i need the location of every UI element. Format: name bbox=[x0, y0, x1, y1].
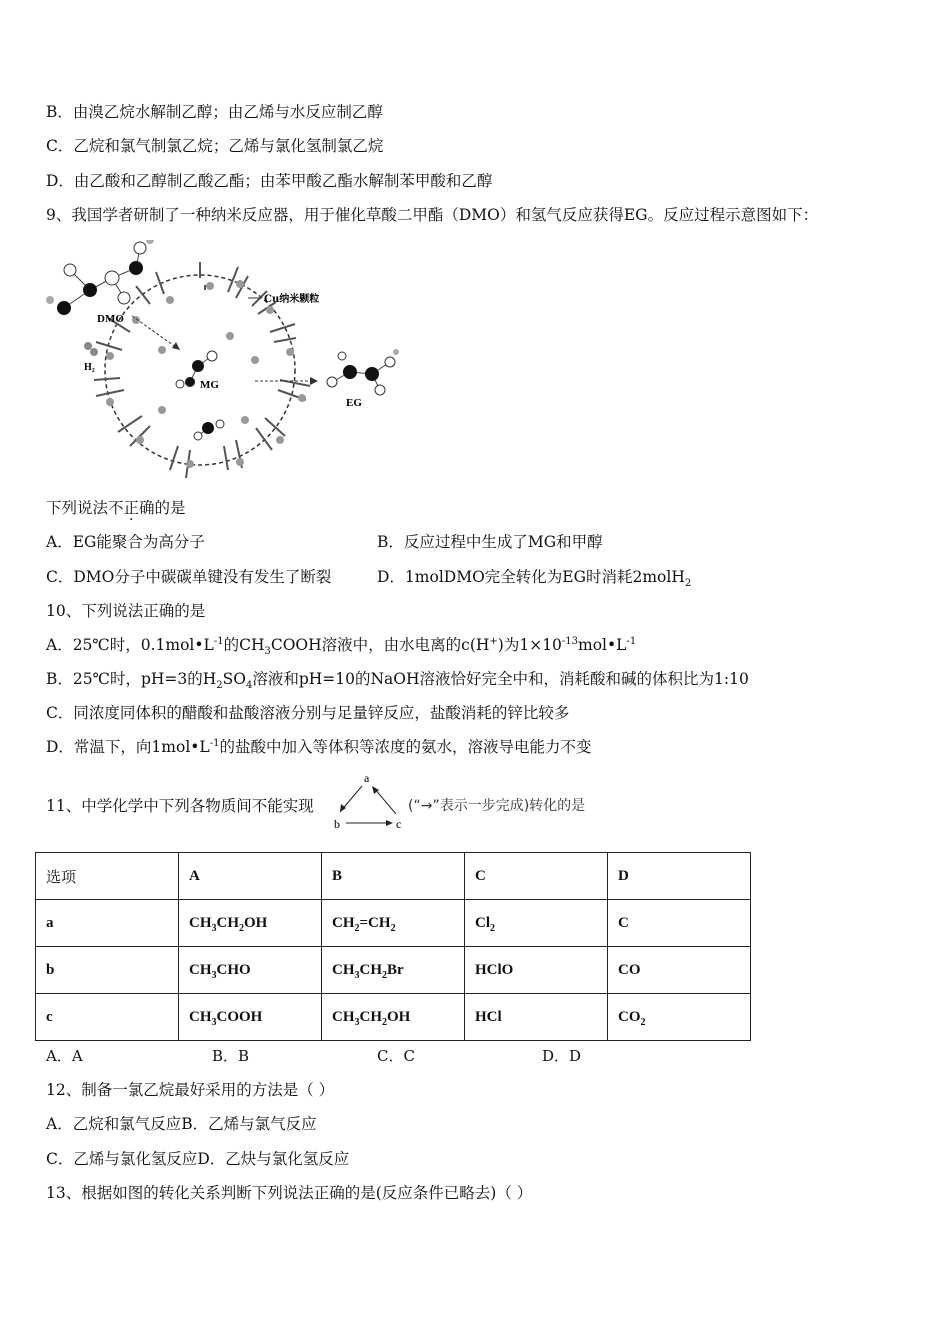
table-cell: B bbox=[322, 853, 465, 900]
table-cell: C bbox=[608, 900, 751, 947]
q11-stem-b: (“→”表示一步完成)转化的是 bbox=[408, 798, 586, 814]
table-cell: A bbox=[179, 853, 322, 900]
methanol-molecule bbox=[194, 420, 224, 440]
q8-option-b: B．由溴乙烷水解制乙醇；由乙烯与水反应制乙醇 bbox=[46, 103, 383, 121]
q8-option-d: D．由乙酸和乙醇制乙酸乙酯；由苯甲酸乙酯水解制苯甲酸和乙醇 bbox=[46, 172, 493, 190]
table-cell: $CH_3CH_2OH$ bbox=[179, 900, 322, 947]
nanoreactor-figure bbox=[40, 240, 420, 485]
table-cell: HClO bbox=[465, 947, 608, 994]
q13-stem: 13、根据如图的转化关系判断下列说法正确的是(反应条件已略去)（ ） bbox=[46, 1184, 533, 1202]
q10-option-a: A．25℃时，$0.1mol•L^{-1}$的$CH_3COOH$溶液中，由水电离的c(H+)为$1\times 10^{-13}mol•L^{-1}$ bbox=[46, 635, 637, 658]
triangle-b: b bbox=[334, 817, 340, 831]
q9-option-a: A．EG能聚合为高分子 bbox=[46, 533, 205, 551]
h2-molecule bbox=[84, 342, 98, 356]
table-cell: D bbox=[608, 853, 751, 900]
q11-answer-d: D．D bbox=[542, 1047, 582, 1065]
table-cell: CO bbox=[608, 947, 751, 994]
mg-label: MG bbox=[200, 379, 219, 391]
q12-options-cd: C．乙烯与氯化氢反应D．乙炔与氯化氢反应 bbox=[46, 1150, 350, 1168]
q10-option-d: D．常温下，向$1mol•L^{-1}$的盐酸中加入等体积等浓度的氨水，溶液导电能力不变 bbox=[46, 737, 592, 756]
table-cell: $CH_3COOH$ bbox=[179, 994, 322, 1041]
table-cell: a bbox=[36, 900, 179, 947]
q12-stem: 12、制备一氯乙烷最好采用的方法是（ ） bbox=[46, 1081, 335, 1099]
q11-answer-c: C．C bbox=[377, 1047, 415, 1065]
q11-answer-a: A．A bbox=[46, 1047, 83, 1065]
q8-option-c: C．乙烷和氯气制氯乙烷；乙烯与氯化氢制氯乙烷 bbox=[46, 137, 384, 155]
q9-stem: 9、我国学者研制了一种纳米反应器，用于催化草酸二甲酯（DMO）和氢气反应获得EG。反应过程示意图如下： bbox=[46, 206, 819, 224]
table-cell: HCl bbox=[465, 994, 608, 1041]
table-cell: 选项 bbox=[36, 853, 179, 900]
dmo-molecule bbox=[46, 240, 154, 315]
q9-option-b: B．反应过程中生成了MG和甲醇 bbox=[377, 533, 603, 551]
dmo-label: DMO bbox=[97, 313, 124, 325]
q9-option-d: D．1molDMO完全转化为EG时消耗2molH$_2$ bbox=[377, 568, 692, 590]
table-cell: $CH_3CH_2Br$ bbox=[322, 947, 465, 994]
table-cell: $CH_3CHO$ bbox=[179, 947, 322, 994]
table-cell: c bbox=[36, 994, 179, 1041]
triangle-c: c bbox=[396, 817, 402, 831]
triangle-a: a bbox=[364, 771, 370, 785]
table-cell: $CH_3CH_2OH$ bbox=[322, 994, 465, 1041]
conversion-triangle bbox=[330, 770, 410, 832]
q12-options-ab: A．乙烷和氯气反应B．乙烯与氯气反应 bbox=[46, 1115, 317, 1133]
q9-prompt: 下列说法不正确的是 bbox=[46, 499, 186, 517]
table-cell: b bbox=[36, 947, 179, 994]
eg-molecule bbox=[327, 349, 399, 395]
cu-label: Cu纳米颗粒 bbox=[264, 294, 320, 305]
q9-option-c: C．DMO分子中碳碳单键没有发生了断裂 bbox=[46, 568, 332, 586]
q10-option-c: C．同浓度同体积的醋酸和盐酸溶液分别与足量锌反应，盐酸消耗的锌比较多 bbox=[46, 704, 570, 722]
table-cell: $Cl_2$ bbox=[465, 900, 608, 947]
h2-label: H₂ bbox=[84, 362, 95, 373]
q11-answer-b: B．B bbox=[212, 1047, 250, 1065]
q11-stem-a: 11、中学化学中下列各物质间不能实现 bbox=[46, 797, 314, 815]
table-cell: $CH_2=CH_2$ bbox=[322, 900, 465, 947]
table-cell: $CO_2$ bbox=[608, 994, 751, 1041]
table-header-row bbox=[36, 853, 751, 900]
q11-options-table bbox=[35, 852, 751, 1041]
table-row bbox=[36, 900, 751, 947]
q10-option-b: B．25℃时，pH=3的$H_2SO_4$溶液和pH=10的NaOH溶液恰好完全中和，消耗酸和碱的体积比为1:10 bbox=[46, 670, 749, 692]
eg-label: EG bbox=[346, 397, 362, 409]
table-row bbox=[36, 994, 751, 1041]
table-cell: C bbox=[465, 853, 608, 900]
table-row bbox=[36, 947, 751, 994]
q10-stem: 10、下列说法正确的是 bbox=[46, 602, 206, 620]
